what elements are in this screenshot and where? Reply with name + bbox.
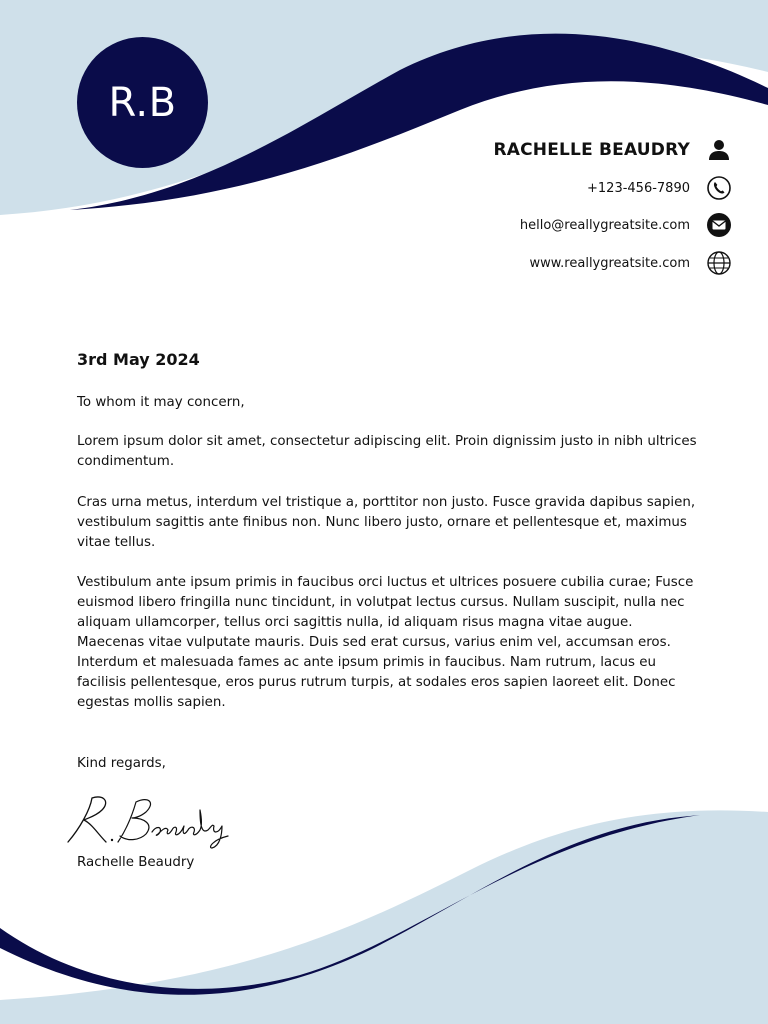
paragraph-2: Cras urna metus, interdum vel tristique a, porttitor non justo. Fusce gravida dapibus sapien, vestibulum sagittis ante finibus non. Nunc libero justo, ornare et pellentesque et, maximus vitae tellus. <box>77 495 696 550</box>
signer-name: Rachelle Beaudry <box>77 855 195 870</box>
person-icon <box>706 137 732 163</box>
phone-number[interactable]: +123-456-7890 <box>587 180 690 196</box>
greeting: To whom it may concern, <box>77 395 245 410</box>
handwritten-signature <box>62 790 242 852</box>
email-icon <box>706 212 732 238</box>
monogram-badge <box>77 37 208 168</box>
monogram-text: R.B <box>108 79 177 126</box>
contact-email-row <box>520 212 732 238</box>
globe-icon <box>706 250 732 276</box>
website-url[interactable]: www.reallygreatsite.com <box>529 255 690 271</box>
closing: Kind regards, <box>77 756 166 771</box>
paragraph-3: Vestibulum ante ipsum primis in faucibus orci luctus et ultrices posuere cubilia curae; Fusce euismod libero fringilla nunc tincidunt, in volutpat lectus cursus. Nullam suscipit, nulla nec aliquam ullamcorper, tellus orci sagittis nulla, id aliquam risus magna vitae augue. Maecenas vitae vulputate mauris. Duis sed erat cursus, varius enim vel, accumsan eros. Interdum et malesuada fames ac ante ipsum primis in faucibus. Nam rutrum, lacus eu facilisis pellentesque, eros purus rutrum turpis, at sodales eros sapien laoreet elit. Donec egestas mollis sapien. <box>77 575 694 710</box>
contact-website-row <box>529 250 732 276</box>
paragraph-1: Lorem ipsum dolor sit amet, consectetur adipiscing elit. Proin dignissim justo in nibh ultrices condimentum. <box>77 434 697 469</box>
email-address[interactable]: hello@reallygreatsite.com <box>519 217 690 233</box>
contact-phone-row <box>587 175 732 201</box>
letter-date: 3rd May 2024 <box>77 350 200 369</box>
phone-icon <box>706 175 732 201</box>
contact-name-row <box>493 137 732 163</box>
sender-name: RACHELLE BEAUDRY <box>493 140 690 160</box>
